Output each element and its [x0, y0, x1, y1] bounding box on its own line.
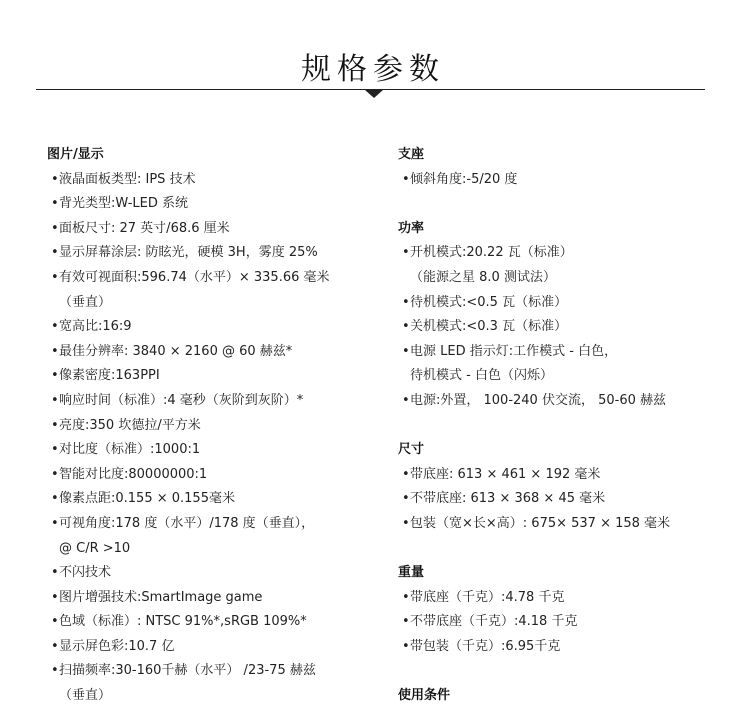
spec-text: 关机模式:<0.3 瓦（标准） [410, 319, 568, 335]
spec-text: 像素点距:0.155 × 0.155毫米 [59, 491, 235, 507]
spec-text: 智能对比度:80000000:1 [59, 466, 208, 482]
spec-text: 显示屏色彩:10.7 亿 [59, 638, 175, 654]
spec-text: 响应时间（标准）:4 毫秒（灰阶到灰阶）* [59, 392, 304, 408]
spec-pixel-density: •像素密度:163PPI [51, 368, 160, 384]
section-heading-power: 功率 [398, 220, 425, 236]
spec-weight-package: •带包装（千克）:6.95千克 [402, 638, 561, 654]
spec-backlight: •背光类型:W-LED 系统 [51, 196, 188, 212]
spec-smart-contrast: •智能对比度:80000000:1 [51, 466, 208, 482]
spec-text: 可视角度:178 度（水平）/178 度（垂直）， [59, 515, 315, 531]
page-title: 规格参数 [301, 52, 445, 87]
spec-text: 液晶面板类型: IPS 技术 [59, 171, 196, 187]
spec-text: 像素密度:163PPI [59, 368, 160, 384]
spec-text: 不带底座: 613 × 368 × 45 毫米 [410, 491, 606, 507]
spec-text: 包装（宽×长×高）: 675× 537 × 158 毫米 [410, 515, 671, 531]
spec-text: 带包装（千克）:6.95千克 [410, 638, 561, 654]
spec-text: 倾斜角度:-5/20 度 [410, 171, 518, 187]
spec-tilt: •倾斜角度:-5/20 度 [402, 171, 518, 187]
spec-response-time: •响应时间（标准）:4 毫秒（灰阶到灰阶）* [51, 392, 304, 408]
spec-aspect-ratio: •宽高比:16:9 [51, 319, 132, 335]
spec-viewing-angle: •可视角度:178 度（水平）/178 度（垂直）， [51, 515, 315, 531]
spec-dims-without-stand: •不带底座: 613 × 368 × 45 毫米 [402, 491, 606, 507]
spec-brightness: •亮度:350 坎德拉/平方米 [51, 417, 201, 433]
spec-power-led-cont: 待机模式 - 白色（闪烁） [410, 368, 553, 384]
section-heading-display: 图片/显示 [47, 147, 104, 162]
spec-scan-frequency-cont: （垂直） [59, 688, 112, 704]
spec-text: 有效可视面积:596.74（水平）× 335.66 毫米 [59, 269, 330, 285]
spec-panel-size: •面板尺寸: 27 英寸/68.6 厘米 [51, 220, 230, 236]
spec-text: 不带底座（千克）:4.18 千克 [410, 614, 578, 630]
other-specs-column [398, 143, 728, 704]
section-heading-dimensions: 尺寸 [398, 442, 425, 458]
divider-arrow-icon [365, 90, 383, 98]
spec-display-colors: •显示屏色彩:10.7 亿 [51, 638, 175, 654]
spec-resolution: •最佳分辨率: 3840 × 2160 @ 60 赫兹* [51, 343, 293, 359]
spec-text: 开机模式:20.22 瓦（标准） [410, 245, 573, 261]
section-gap [398, 192, 728, 217]
spec-power-on-cont: （能源之星 8.0 测试法） [410, 269, 556, 285]
spec-viewable-area: •有效可视面积:596.74（水平）× 335.66 毫米 [51, 269, 330, 285]
spec-weight-without-stand: •不带底座（千克）:4.18 千克 [402, 614, 578, 630]
spec-pixel-pitch: •像素点距:0.155 × 0.155毫米 [51, 491, 235, 507]
section-heading-environment: 使用条件 [398, 688, 451, 704]
spec-text: 不闪技术 [59, 565, 112, 581]
spec-coating: •显示屏幕涂层: 防眩光，硬模 3H，雾度 25% [51, 245, 318, 261]
section-heading-stand: 支座 [398, 147, 425, 162]
spec-power-led: •电源 LED 指示灯:工作模式 - 白色， [402, 343, 618, 359]
section-heading-weight: 重量 [398, 565, 425, 581]
spec-text: 图片增强技术:SmartImage game [59, 589, 263, 605]
spec-image-enhance: •图片增强技术:SmartImage game [51, 589, 263, 605]
spec-text: 面板尺寸: 27 英寸/68.6 厘米 [59, 220, 230, 236]
spec-power-on: •开机模式:20.22 瓦（标准） [402, 245, 573, 261]
spec-color-gamut: •色域（标准）: NTSC 91%*,sRGB 109%* [51, 614, 307, 630]
spec-text: 宽高比:16:9 [59, 319, 132, 335]
spec-power-supply: •电源:外置， 100-240 伏交流， 50-60 赫兹 [402, 392, 667, 408]
spec-text: 电源:外置， 100-240 伏交流， 50-60 赫兹 [410, 392, 667, 408]
spec-contrast: •对比度（标准）:1000:1 [51, 442, 201, 458]
section-gap [398, 659, 728, 684]
section-gap [398, 537, 728, 562]
spec-dims-with-stand: •带底座: 613 × 461 × 192 毫米 [402, 466, 601, 482]
spec-text: 带底座（千克）:4.78 千克 [410, 589, 565, 605]
spec-viewable-area-cont: （垂直） [59, 294, 112, 310]
spec-text: 色域（标准）: NTSC 91%*,sRGB 109%* [59, 614, 307, 630]
spec-text: 最佳分辨率: 3840 × 2160 @ 60 赫兹* [59, 343, 293, 359]
spec-flicker-free: •不闪技术 [51, 565, 112, 581]
spec-viewing-angle-cont: @ C/R >10 [59, 540, 131, 556]
spec-text: 电源 LED 指示灯:工作模式 - 白色， [410, 343, 618, 359]
spec-panel-type: •液晶面板类型: IPS 技术 [51, 171, 196, 187]
spec-power-off: •关机模式:<0.3 瓦（标准） [402, 319, 568, 335]
spec-weight-with-stand: •带底座（千克）:4.78 千克 [402, 589, 565, 605]
spec-text: 背光类型:W-LED 系统 [59, 196, 188, 212]
spec-standby: •待机模式:<0.5 瓦（标准） [402, 294, 568, 310]
spec-scan-frequency: •扫描频率:30-160千赫（水平） /23-75 赫兹 [51, 663, 316, 679]
spec-text: 待机模式:<0.5 瓦（标准） [410, 294, 568, 310]
spec-text: 带底座: 613 × 461 × 192 毫米 [410, 466, 601, 482]
spec-text: 显示屏幕涂层: 防眩光，硬模 3H，雾度 25% [59, 245, 318, 261]
spec-text: 亮度:350 坎德拉/平方米 [59, 417, 201, 433]
display-specs-column [47, 143, 377, 704]
spec-text: 扫描频率:30-160千赫（水平） /23-75 赫兹 [59, 663, 316, 679]
spec-text: 对比度（标准）:1000:1 [59, 442, 201, 458]
section-gap [398, 414, 728, 439]
spec-dims-package: •包装（宽×长×高）: 675× 537 × 158 毫米 [402, 515, 671, 531]
